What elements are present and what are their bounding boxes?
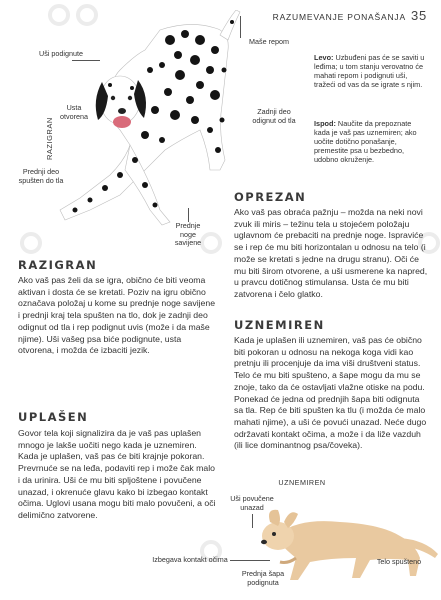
page-header (273, 8, 427, 23)
section-title: RAZUMEVANJE PONAŠANJA (272, 12, 406, 22)
callout-line (72, 60, 100, 61)
label-ears: Uši podignute (39, 49, 83, 58)
heading-uznemiren: UZNEMIREN (234, 318, 325, 332)
text-uznemiren: Kada je uplašen ili uznemiren, vaš pas će obično biti pokoran u odnosu na nekoga koga vidi kao pretnju ili procenjuje da ima viši društveni status. Telo će mu biti spušteno, a šape mogu da mu se znoje, tako da će ostavljati vlažne otiske na podu. Ponekad će jedna od prednjih šapa biti odignuta sa tla. Rep će biti spušten ka tlu (i možda će malo mahati njime), a uši će povući unazad. Neće dugo održavati kontakt očima, a može i da liže vazduh (ili lice dominantnog psa/čoveka). (234, 335, 427, 451)
heading-oprezan: OPREZAN (234, 190, 307, 204)
callout-line (252, 514, 253, 528)
note-below: Ispod: Naučite da prepoznate kada je vaš pas uznemiren; ako uočite dotično ponašanje, premestite psa u bezbedno, udobno okruženje. (314, 119, 417, 164)
label-rear: Zadnji deo odignut od tla (252, 107, 296, 125)
text-oprezan: Ako vaš pas obraća pažnju – možda na neki novi zvuk ili miris – težinu tela u stojećem položaju uglavnom će prebaciti na prednje noge. Ispraviće se i rep će mu biti horizontalan u odnosu na telo (i može se kretati s jedne na drugu stranu). Oči će mu biti širom otvorene, a uši usmerene ka napred, u pravcu dotičnog stimulansa. Usta će mu biti zatvorena i čelo glatko. (234, 207, 428, 299)
label-avoids-eye: Izbegava kontakt očima (152, 555, 228, 564)
heading-uplasen: UPLAŠEN (18, 410, 89, 424)
label-front: Prednji deo spušten do tla (18, 167, 64, 185)
label-ears-back: Uši povučene unazad (230, 494, 274, 512)
label-tail: Maše repom (249, 37, 289, 46)
label-uznemiren-title: UZNEMIREN (278, 478, 326, 487)
callout-line (240, 16, 241, 38)
text-razigran: Ako vaš pas želi da se igra, obično će biti veoma aktivan i dosta će se kretati. Poziv na igru obično označava položaj u kome su prednje noge savijene i prednji kraj tela spušten na tlo, dok je zadnji deo odignut od tla i rep podignut uvis (može i da maše njime). Uši vašeg psa biće podignute, usta otvorena, i možda će izbaciti jezik. (18, 275, 216, 356)
label-mouth: Usta otvorena (60, 103, 88, 121)
label-paw-up: Prednja šapa podignuta (241, 569, 285, 587)
page-number: 35 (410, 8, 427, 23)
label-body-low: Telo spušteno (376, 557, 422, 566)
heading-razigran: RAZIGRAN (18, 258, 98, 272)
note-left: Levo: Uzbuđeni pas će se saviti u leđima; u tom stanju verovatno će mahati repom i podignuti uši, tražeći od vas da se igrate s njim. (314, 53, 425, 89)
watermark-q (20, 232, 42, 254)
callout-line (188, 208, 189, 222)
text-uplasen: Govor tela koji signalizira da je vaš pas uplašen mnogo je lakše uočiti nego kada je uznemiren. Kada je uplašen, vaš pas će biti krajnje pokoran. Prevrnuće se na leđa, podaviti rep i može čak malo i da urinira. Uši će mu biti spljoštene i povučene unazad, i okrenuće glavu kako bi izbegao kontakt očima. Uglovi usana mogu biti malo povučeni, a oči delimično zatvorene. (18, 428, 216, 520)
side-label-razigran: RAZIGRAN (45, 117, 54, 160)
label-legs: Prednje noge savijene (174, 221, 202, 248)
callout-line (230, 560, 270, 561)
